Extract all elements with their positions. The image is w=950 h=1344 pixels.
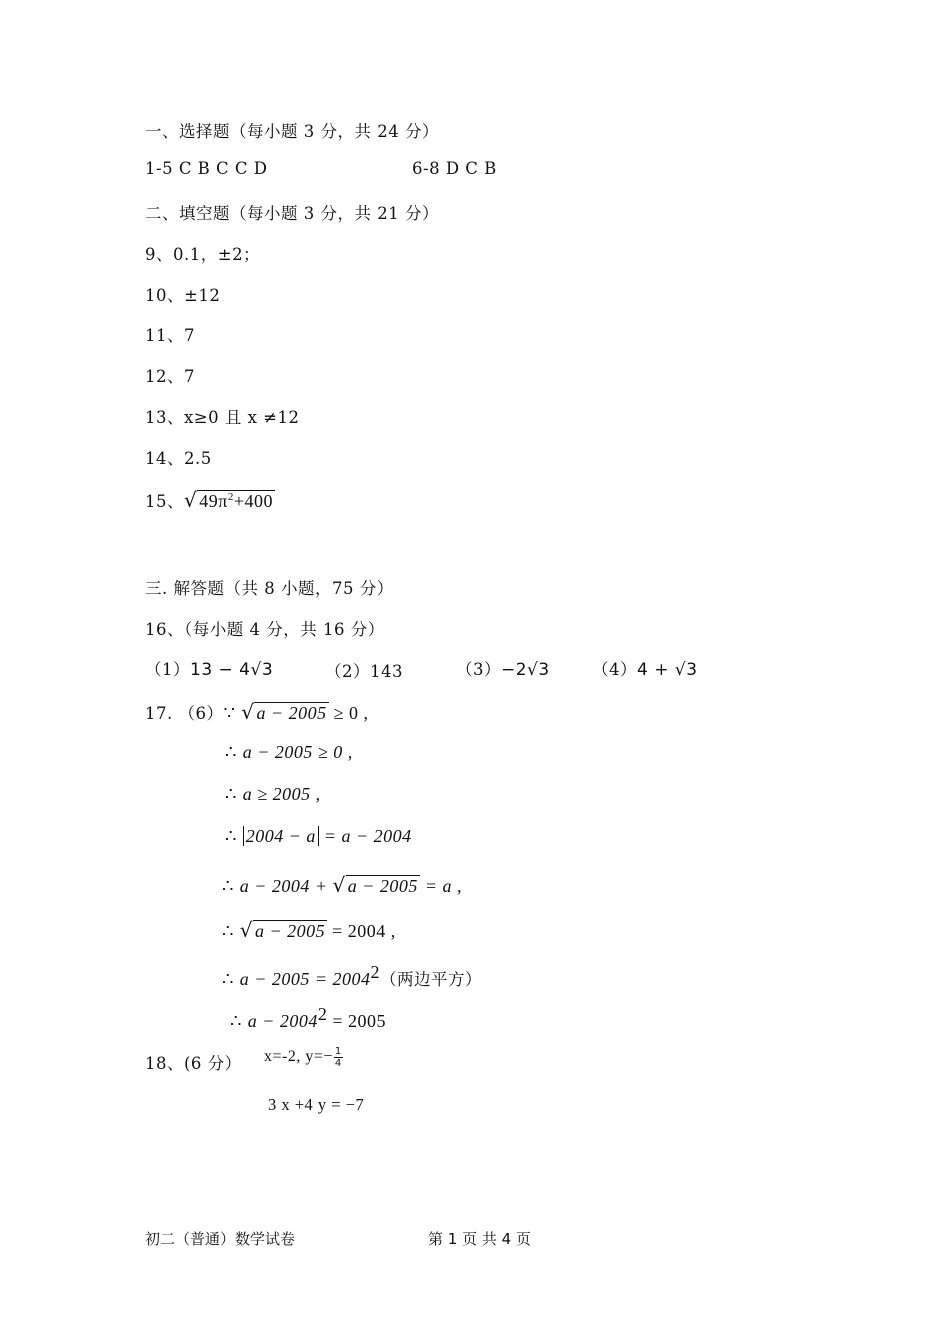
sqrt-icon: √	[241, 700, 255, 724]
footer-title: 初二（普通）数学试卷	[145, 1230, 296, 1248]
question-17-line-7: ∴ $a - 2005 = 2004^2$（两边平方）	[222, 962, 482, 989]
answer-16-1: （1）13 − 4√3	[145, 660, 274, 680]
therefore-icon: ∴	[225, 784, 237, 804]
question-17-line-3: ∴ a ≥ 2005 ,	[225, 784, 321, 804]
therefore-icon: ∴	[230, 1011, 242, 1031]
question-17-line-6: ∴ √ a − 2005 = 2004 ,	[222, 918, 396, 942]
therefore-icon: ∴	[222, 876, 234, 896]
because-icon: ∵	[223, 703, 236, 723]
answers-1-5: 1-5 C B C C D	[145, 159, 268, 178]
answer-15-label: 15、	[145, 492, 184, 511]
answer-15	[145, 488, 275, 512]
footer-page-number: 第 1 页 共 4 页	[428, 1230, 531, 1248]
sqrt-icon: √	[239, 918, 253, 942]
question-17-line-2: ∴ a − 2005 ≥ 0 ,	[225, 742, 353, 762]
answers-6-8: 6-8 D C B	[412, 159, 497, 178]
question-17-line-5: ∴ a − 2004 + √ a − 2005 = a ,	[222, 873, 463, 897]
sqrt-icon: √	[332, 873, 346, 897]
answer-14: 14、2.5	[145, 449, 212, 468]
sqrt-icon: √	[184, 488, 198, 512]
question-18-label: 18、(6 分）	[145, 1054, 242, 1073]
answer-15-radical: √ $49\pi^2+400$	[184, 488, 273, 512]
answer-16-2: （2）143	[325, 662, 403, 681]
question-18-solution: x=-2, y=− $\frac{1}{4}$	[264, 1046, 342, 1069]
therefore-icon: ∴	[225, 742, 237, 762]
section-3-title: 三. 解答题（共 8 小题，75 分）	[145, 579, 394, 598]
question-16-title: 16、（每小题 4 分，共 16 分）	[145, 620, 385, 639]
question-17-line-8: ∴ $a - 2004^2 = 2005$	[230, 1004, 387, 1031]
section-1-title: 一、选择题（每小题 3 分，共 24 分）	[145, 122, 439, 141]
answer-16-3: （3）−2√3	[456, 660, 550, 680]
therefore-icon: ∴	[225, 826, 237, 846]
answer-16-4: （4）4 + √3	[592, 660, 698, 680]
therefore-icon: ∴	[222, 921, 234, 941]
therefore-icon: ∴	[222, 969, 234, 989]
answer-11: 11、7	[145, 326, 195, 345]
answer-13: 13、x≥0 且 x ≠12	[145, 408, 300, 427]
question-17-line-4: ∴ 2004 − a = a − 2004	[225, 826, 412, 846]
answer-12: 12、7	[145, 367, 195, 386]
answer-10: 10、±12	[145, 286, 221, 305]
section-2-title: 二、填空题（每小题 3 分，共 21 分）	[145, 204, 439, 223]
question-17-line-1: 17. （6）∵ √ a − 2005 ≥ 0 ,	[145, 700, 369, 724]
question-18-equation: 3 x +4 y = −7	[268, 1095, 365, 1114]
answer-9: 9、0.1，±2；	[145, 245, 261, 264]
